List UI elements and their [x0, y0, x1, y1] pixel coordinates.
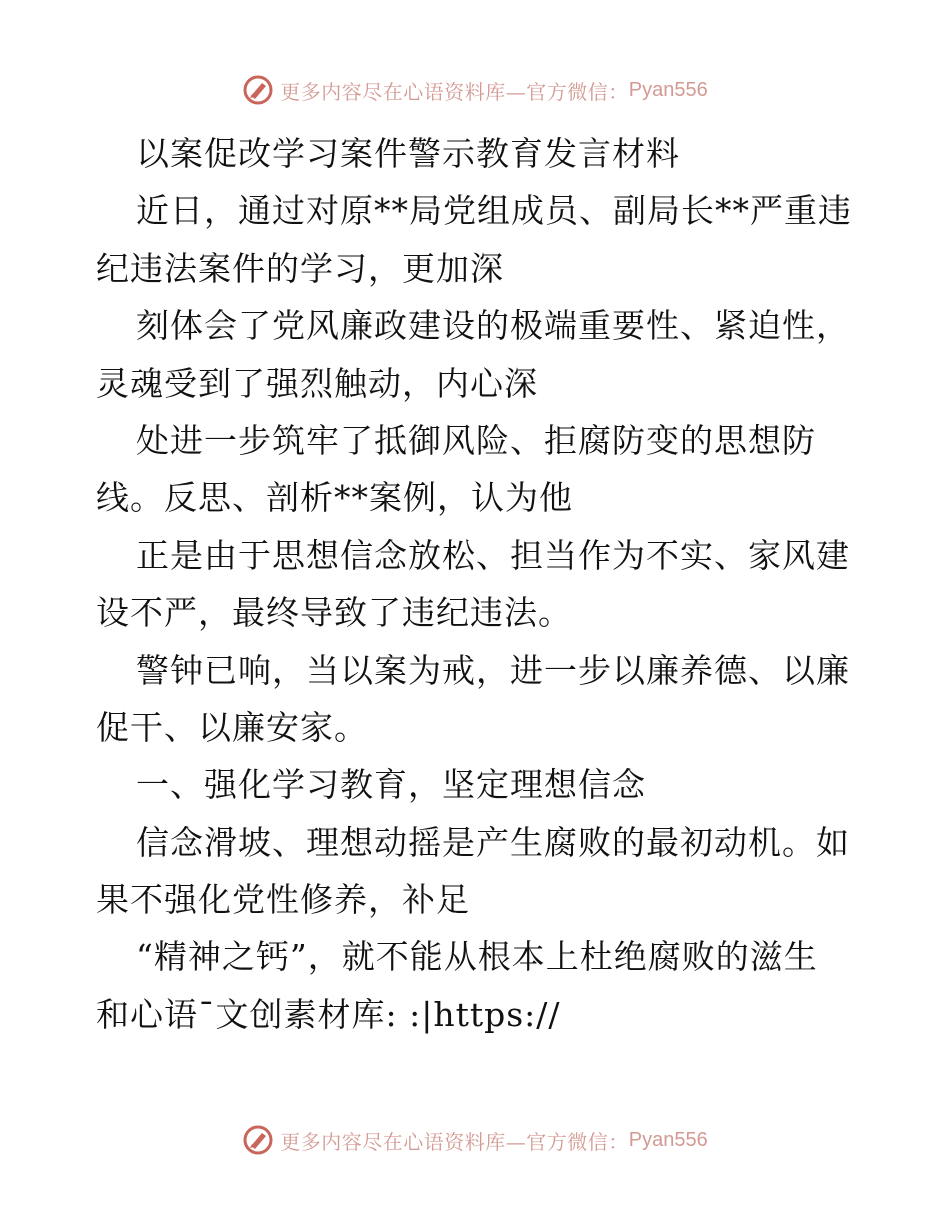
watermark-text: 更多内容尽在心语资料库—官方微信： — [280, 1129, 629, 1154]
text-line: 近日，通过对原**局党组成员、副局长**严重违 — [136, 191, 852, 231]
text-line: 果不强化党性修养，补足 — [96, 880, 470, 920]
text-line: 警钟已响，当以案为戒，进一步以廉养德、以廉 — [136, 650, 850, 690]
text-line: 正是由于思想信念放松、担当作为不实、家风建 — [136, 535, 850, 575]
watermark-text: 更多内容尽在心语资料库—官方微信： — [280, 79, 629, 104]
text-line: 灵魂受到了强烈触动，内心深 — [96, 363, 538, 403]
watermark-wechat-id: Pyan556 — [628, 1128, 708, 1151]
text-line: 和心语¯文创素材库: :|https:// — [96, 994, 561, 1034]
text-line: 刻体会了党风廉政建设的极端重要性、紧迫性， — [136, 306, 850, 346]
text-line: 设不严，最终导致了违纪违法。 — [96, 593, 572, 633]
text-line: 处进一步筑牢了抵御风险、拒腐防变的思想防 — [136, 420, 816, 460]
text-line: 线。反思、剖析**案例，认为他 — [96, 478, 573, 518]
text-line: 促干、以廉安家。 — [96, 707, 368, 747]
brand-logo-icon — [242, 74, 274, 106]
text-line: “精神之钙”，就不能从根本上杜绝腐败的滋生 — [136, 937, 818, 977]
document-body — [96, 125, 856, 1043]
text-line: 信念滑坡、理想动摇是产生腐败的最初动机。如 — [136, 822, 850, 862]
watermark-banner-top — [0, 70, 950, 110]
brand-logo-icon — [242, 1124, 274, 1156]
watermark-banner-bottom — [0, 1120, 950, 1160]
text-line: 一、强化学习教育，坚定理想信念 — [136, 765, 646, 805]
text-line: 以案促改学习案件警示教育发言材料 — [136, 134, 680, 173]
watermark-wechat-id: Pyan556 — [628, 78, 708, 101]
text-line: 纪违法案件的学习，更加深 — [96, 248, 504, 288]
